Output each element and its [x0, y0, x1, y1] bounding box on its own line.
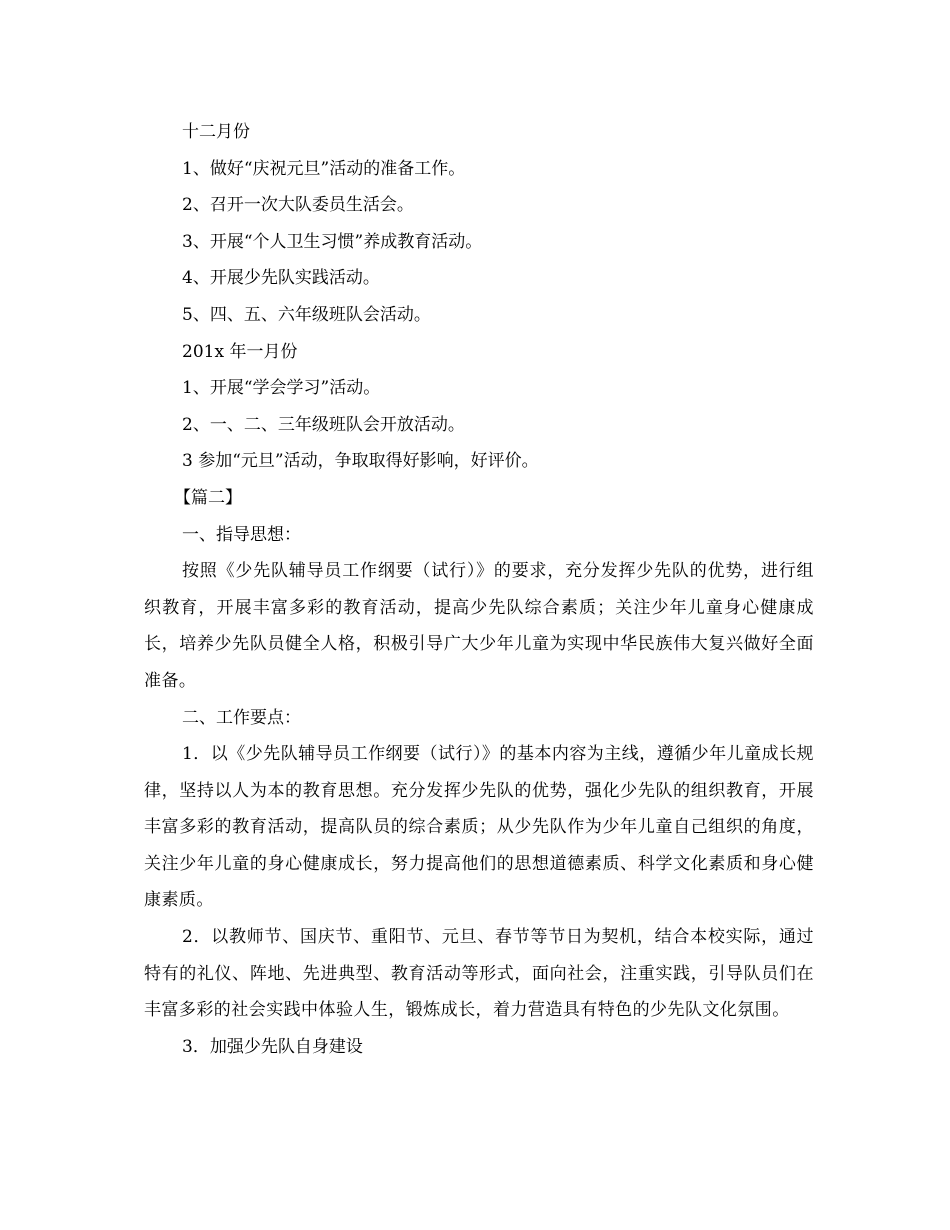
january-heading: 201x 年一月份 [182, 341, 298, 362]
document-body [144, 114, 814, 1065]
guiding-heading: 一、指导思想： [182, 524, 301, 545]
guiding-paragraph: 按照《少先队辅导员工作纲要（试行）》的要求，充分发挥少先队的优势，进行组织教育，开展丰富多彩的教育活动，提高少先队综合素质；关注少年儿童身心健康成长，培养少先队员健全人格，积极引导广大少年儿童为实现中华民族伟大复兴做好全面准备。 [144, 561, 814, 691]
points-heading: 二、工作要点： [182, 707, 301, 728]
december-item-2: 2、召开一次大队委员生活会。 [182, 195, 414, 216]
part-two-title: 【篇二】 [174, 487, 242, 508]
january-item-1: 1、开展“学会学习”活动。 [182, 378, 381, 399]
january-item-3: 3 参加“元旦”活动，争取取得好影响，好评价。 [182, 451, 539, 472]
december-item-3: 3、开展“个人卫生习惯”养成教育活动。 [182, 231, 483, 252]
december-item-1: 1、做好“庆祝元旦”活动的准备工作。 [182, 158, 466, 179]
january-item-2: 2、一、二、三年级班队会开放活动。 [182, 414, 465, 435]
point-2-paragraph: 2．以教师节、国庆节、重阳节、元旦、春节等节日为契机，结合本校实际，通过特有的礼仪、阵地、先进典型、教育活动等形式，面向社会，注重实践，引导队员们在丰富多彩的社会实践中体验人生，锻炼成长，着力营造具有特色的少先队文化氛围。 [144, 927, 814, 1021]
point-1-paragraph: 1．以《少先队辅导员工作纲要（试行）》的基本内容为主线，遵循少年儿童成长规律，坚持以人为本的教育思想。充分发挥少先队的优势，强化少先队的组织教育，开展丰富多彩的教育活动，提高队员的综合素质；从少先队作为少年儿童自己组织的角度，关注少年儿童的身心健康成长，努力提高他们的思想道德素质、科学文化素质和身心健康素质。 [144, 744, 814, 911]
december-item-4: 4、开展少先队实践活动。 [182, 268, 380, 289]
december-heading: 十二月份 [182, 122, 250, 142]
december-item-5: 5、四、五、六年级班队会活动。 [182, 304, 431, 325]
point-3-line: 3．加强少先队自身建设 [182, 1036, 363, 1057]
